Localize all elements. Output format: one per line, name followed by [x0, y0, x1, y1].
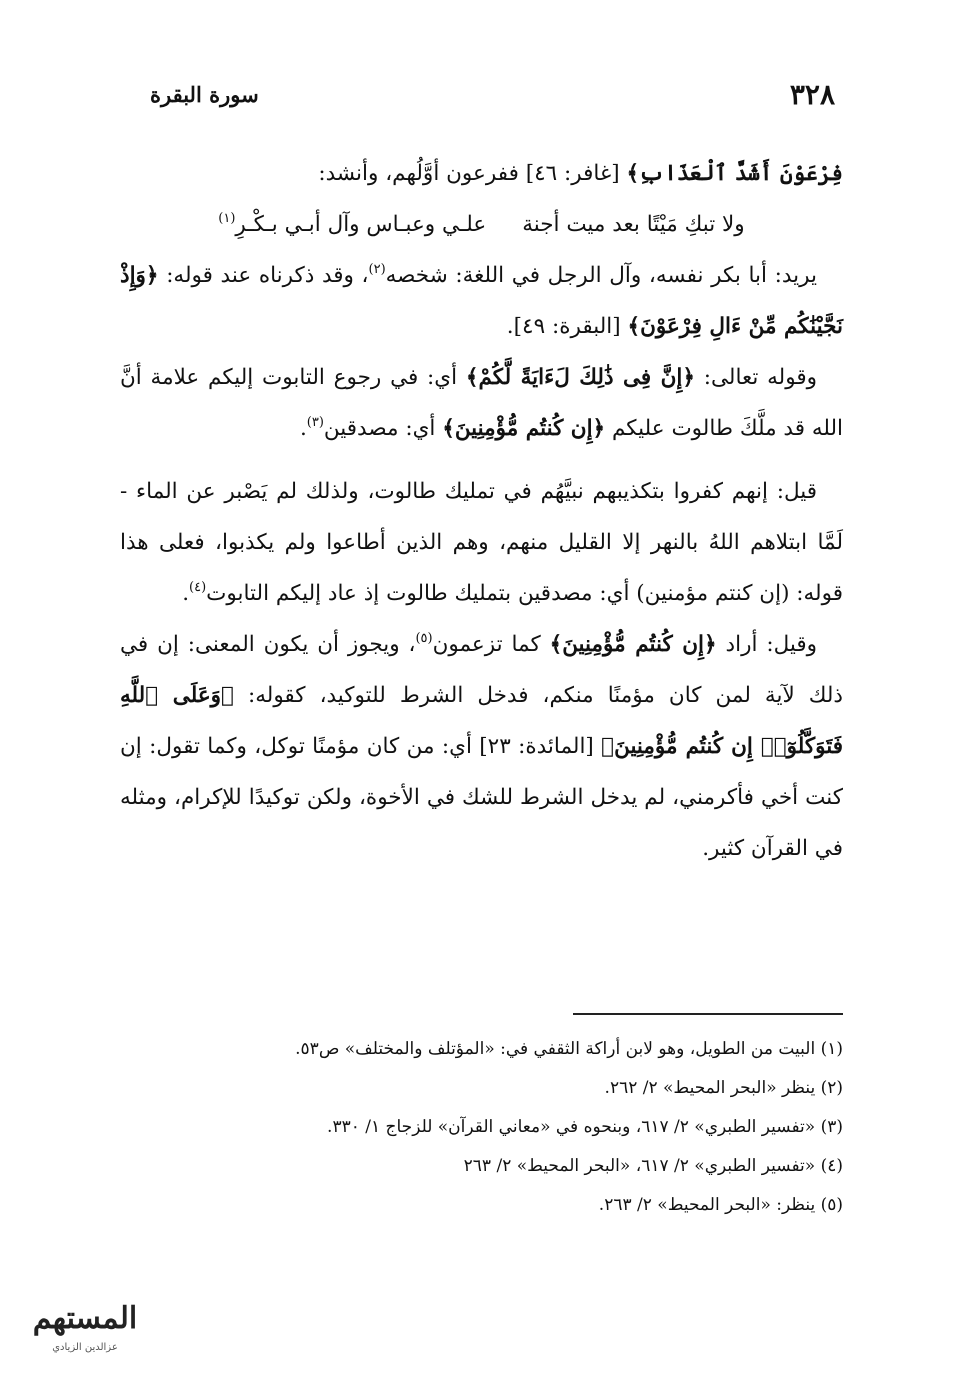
footnote-ref: (٤): [189, 580, 207, 595]
paragraph: [120, 352, 843, 454]
verse-second-text: علـي وعبـاس وآل أبـي بـكْـرِ: [235, 212, 487, 237]
page-header: [140, 78, 835, 118]
text-run: قيل: إنهم كفروا بتكذيبهم نبيَّهُم في تمليك طالوت، ولذلك لم يَصْبر عن الماء - لَمَّا ابتلاهم اللهُ بالنهر إلا القليل منهم، وهم الذين أطاعوا ولم يكذبوا، فعلى هذا قوله: (إن كنتم مؤمنين) أي: مصدقين بتمليك طالوت إذ عاد إليكم التابوت: [120, 479, 843, 606]
footnote-ref: (١): [218, 211, 236, 226]
quran-quote: ﴿إِن كُنتُم مُّؤْمِنِينَ﴾: [549, 632, 717, 657]
text-run: ، وقد ذكرناه عند قوله:: [158, 263, 369, 288]
quran-quote: ﴿وَعَلَى ٱللَّهِ فَتَوَكَّلُوٓا۟ إِن كُنتُم مُّؤْمِنِينَ﴾: [120, 683, 843, 759]
text-run: [البقرة: ٤٩].: [506, 314, 628, 339]
verse-second-hemistich: [200, 199, 504, 250]
paragraph: [120, 466, 843, 619]
quran-quote: ﴿وَإِذْ نَجَّيْنَٰكُم مِّنْ ءَالِ فِرْعَوْنَ﴾: [120, 263, 843, 339]
footnote-1: (١) البيت من الطويل، وهو لابن أراكة الثقفي في: «المؤتلف والمختلف» ص٥٣.: [295, 1039, 843, 1059]
text-run: .: [182, 581, 190, 606]
footnotes: [130, 1030, 843, 1225]
footnote-ref: (٥): [415, 631, 433, 646]
paragraph: [120, 619, 843, 874]
footnote-3: (٣) «تفسير الطبري» ٢/ ٦١٧، وبنحوه في «معاني القرآن» للزجاج ١/ ٣٣٠.: [327, 1117, 843, 1137]
text-run: [غافر: ٤٦] ففرعون أوَّلُهم، وأنشد:: [318, 161, 627, 186]
footnote-4: (٤) «تفسير الطبري» ٢/ ٦١٧، «البحر المحيط» ٢/ ٢٦٣: [463, 1156, 843, 1176]
main-text: [120, 148, 843, 874]
poetry-verse: [120, 199, 843, 250]
paragraph-continuation: [120, 148, 843, 199]
quran-quote: ﴿إِنَّ فِى ذَٰلِكَ لَءَايَةً لَّكُمْ﴾: [465, 365, 695, 390]
text-run: [المائدة: ٢٣] أي: من كان مؤمنًا توكل، وكما تقول: إن كنت أخي فأكرمني، لم يدخل الشرط للشك في الأخوة، ولكن توكيدًا للإكرام، ومثله في القرآن كثير.: [120, 734, 843, 861]
text-run: وقوله تعالى:: [694, 365, 817, 390]
footnote-ref: (٢): [368, 262, 386, 277]
text-run: أي: في رجوع التابوت إليكم علامة أنَّ الله قد ملَّكَ طالوت عليكم: [120, 365, 843, 441]
quran-quote: ﴿إِن كُنتُم مُّؤْمِنِينَ﴾: [442, 416, 606, 441]
quran-quote: فِرْعَوْنَ أَشَدَّ ٱلْعَذَابِ﴾: [626, 161, 843, 186]
publisher-logo: [10, 1288, 160, 1360]
paragraph: [120, 250, 843, 352]
footnote-2: (٢) ينظر «البحر المحيط» ٢/ ٢٦٢.: [604, 1078, 843, 1098]
surah-title: سورة البقرة: [150, 82, 259, 107]
logo-main-text: المستهم: [32, 1301, 138, 1336]
logo-sub-text: عزالدين الزيادي: [52, 1342, 118, 1353]
text-run: أي: مصدقين: [323, 416, 443, 441]
footnote-ref: (٣): [306, 415, 324, 430]
text-run: ، ويجوز أن يكون المعنى: إن في ذلك لآية لمن كان مؤمنًا منكم، فدخل الشرط للتوكيد، كقوله:: [120, 632, 843, 708]
text-run: وقيل: أراد: [716, 632, 817, 657]
text-run: يريد: أبا بكر نفسه، وآل الرجل في اللغة: شخصه: [385, 263, 817, 288]
footnote-divider: [573, 1013, 843, 1015]
text-run: .: [299, 416, 307, 441]
text-run: كما تزعمون: [432, 632, 550, 657]
footnote-5: (٥) ينظر: «البحر المحيط» ٢/ ٢٦٣.: [598, 1195, 843, 1215]
page-number: ٣٢٨: [789, 78, 835, 111]
verse-first-hemistich: ولا تبكِ مَيْتًا بعد ميت أجنة: [522, 212, 745, 237]
